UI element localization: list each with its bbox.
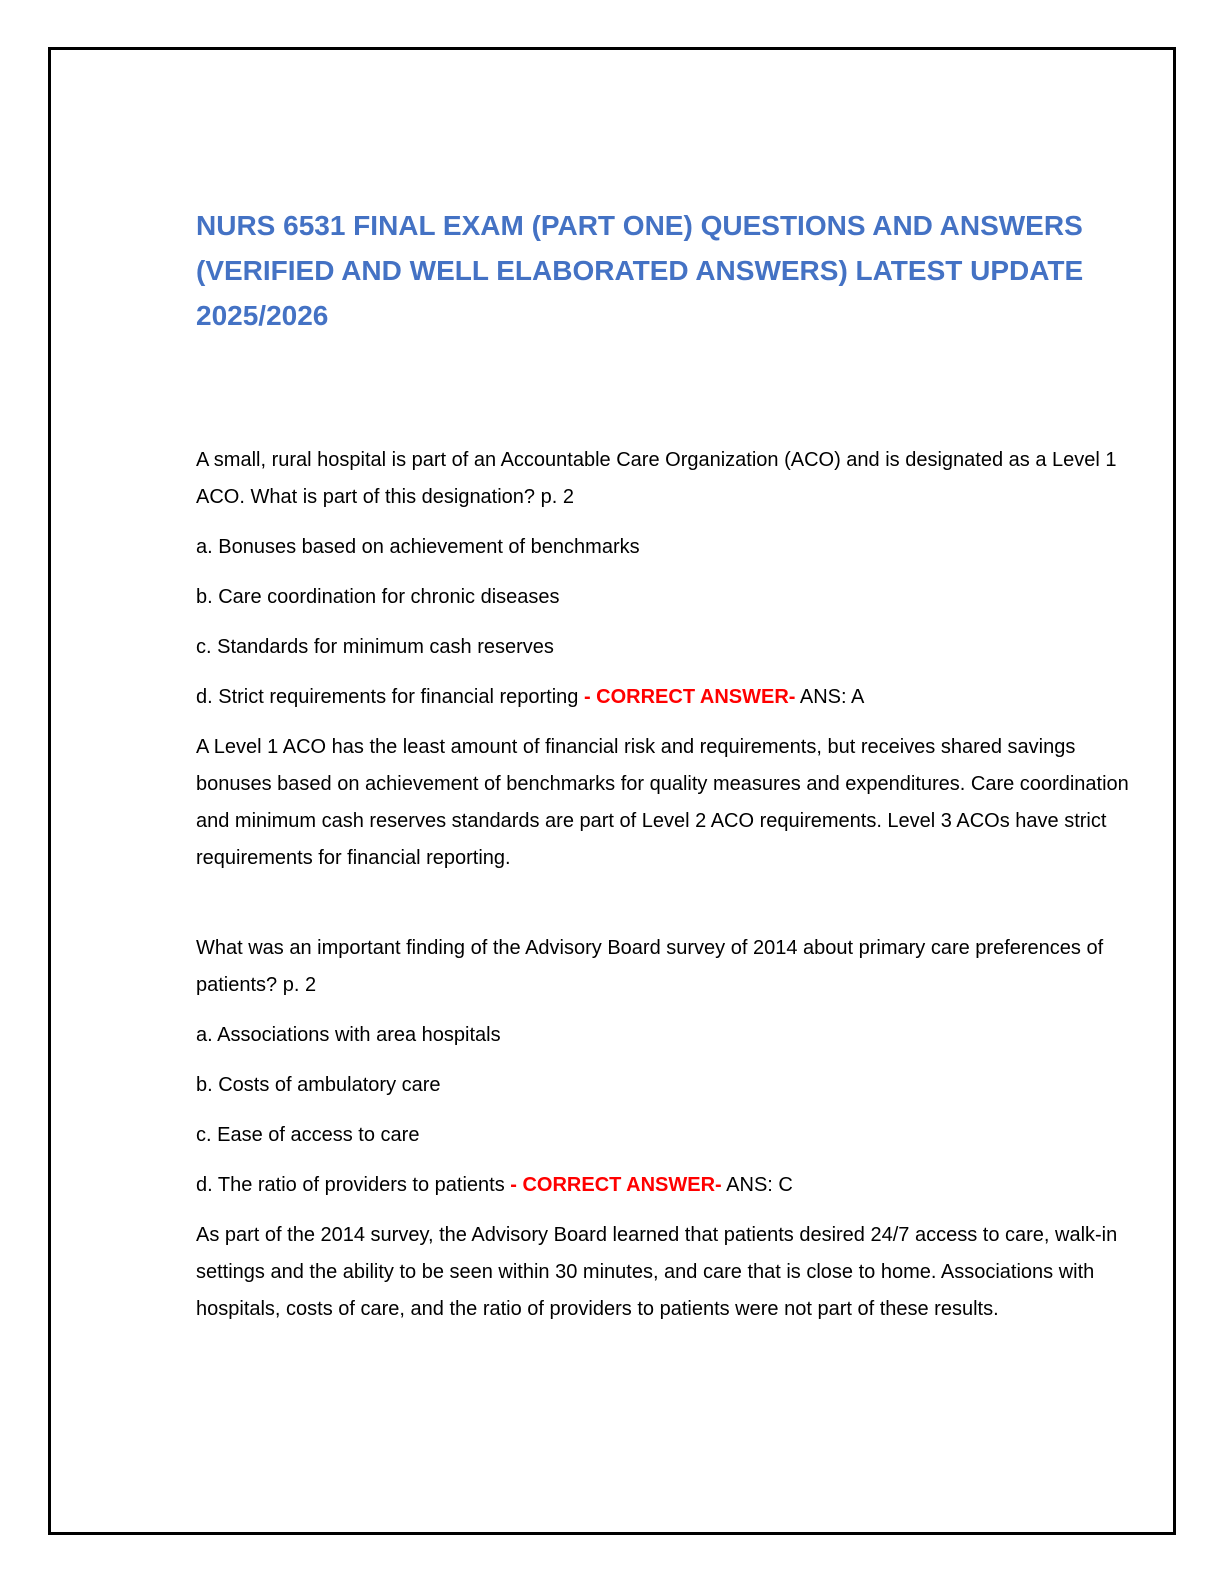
option-a: a. Bonuses based on achievement of benchmarks	[196, 536, 640, 558]
answer-option-text: d. Strict requirements for financial reporting	[196, 686, 584, 708]
answer-value: ANS: A	[795, 686, 865, 708]
option-c: c. Ease of access to care	[196, 1124, 420, 1146]
correct-answer-marker: - CORRECT ANSWER-	[583, 686, 796, 708]
page-content	[196, 50, 1131, 1341]
question-block-2	[196, 930, 1131, 1328]
answer-line	[196, 679, 1131, 716]
explanation-text: A Level 1 ACO has the least amount of financial risk and requirements, but receives shared savings bonuses based on achievement of benchmarks for quality measures and expenditures. Care coordination and minimum cash reserves standards are part of Level 2 ACO requirements. Level 3 ACOs have strict requirements for financial reporting.	[196, 736, 1129, 869]
explanation-text: As part of the 2014 survey, the Advisory Board learned that patients desired 24/7 access to care, walk-in settings and the ability to be seen within 30 minutes, and care that is close to home. Associations with hospitals, costs of care, and the ratio of providers to patients were not part of these results.	[196, 1224, 1118, 1320]
answer-line	[196, 1167, 1131, 1204]
option-c: c. Standards for minimum cash reserves	[196, 636, 554, 658]
document-title: NURS 6531 FINAL EXAM (PART ONE) QUESTIONS AND ANSWERS (VERIFIED AND WELL ELABORATED ANSWERS) LATEST UPDATE 2025/2026	[196, 210, 1084, 331]
answer-option-text: d. The ratio of providers to patients	[196, 1174, 511, 1196]
answer-value: ANS: C	[721, 1174, 793, 1196]
section-spacer	[196, 890, 1131, 930]
option-b: b. Costs of ambulatory care	[196, 1074, 441, 1096]
option-a: a. Associations with area hospitals	[196, 1024, 501, 1046]
option-b: b. Care coordination for chronic diseases	[196, 586, 560, 608]
correct-answer-marker: - CORRECT ANSWER-	[510, 1174, 722, 1196]
page-border	[48, 47, 1176, 1535]
question-block-1	[196, 442, 1131, 877]
question-text: A small, rural hospital is part of an Accountable Care Organization (ACO) and is designated as a Level 1 ACO. What is part of this designation? p. 2	[196, 449, 1117, 508]
question-text: What was an important finding of the Advisory Board survey of 2014 about primary care preferences of patients? p. 2	[196, 937, 1104, 996]
